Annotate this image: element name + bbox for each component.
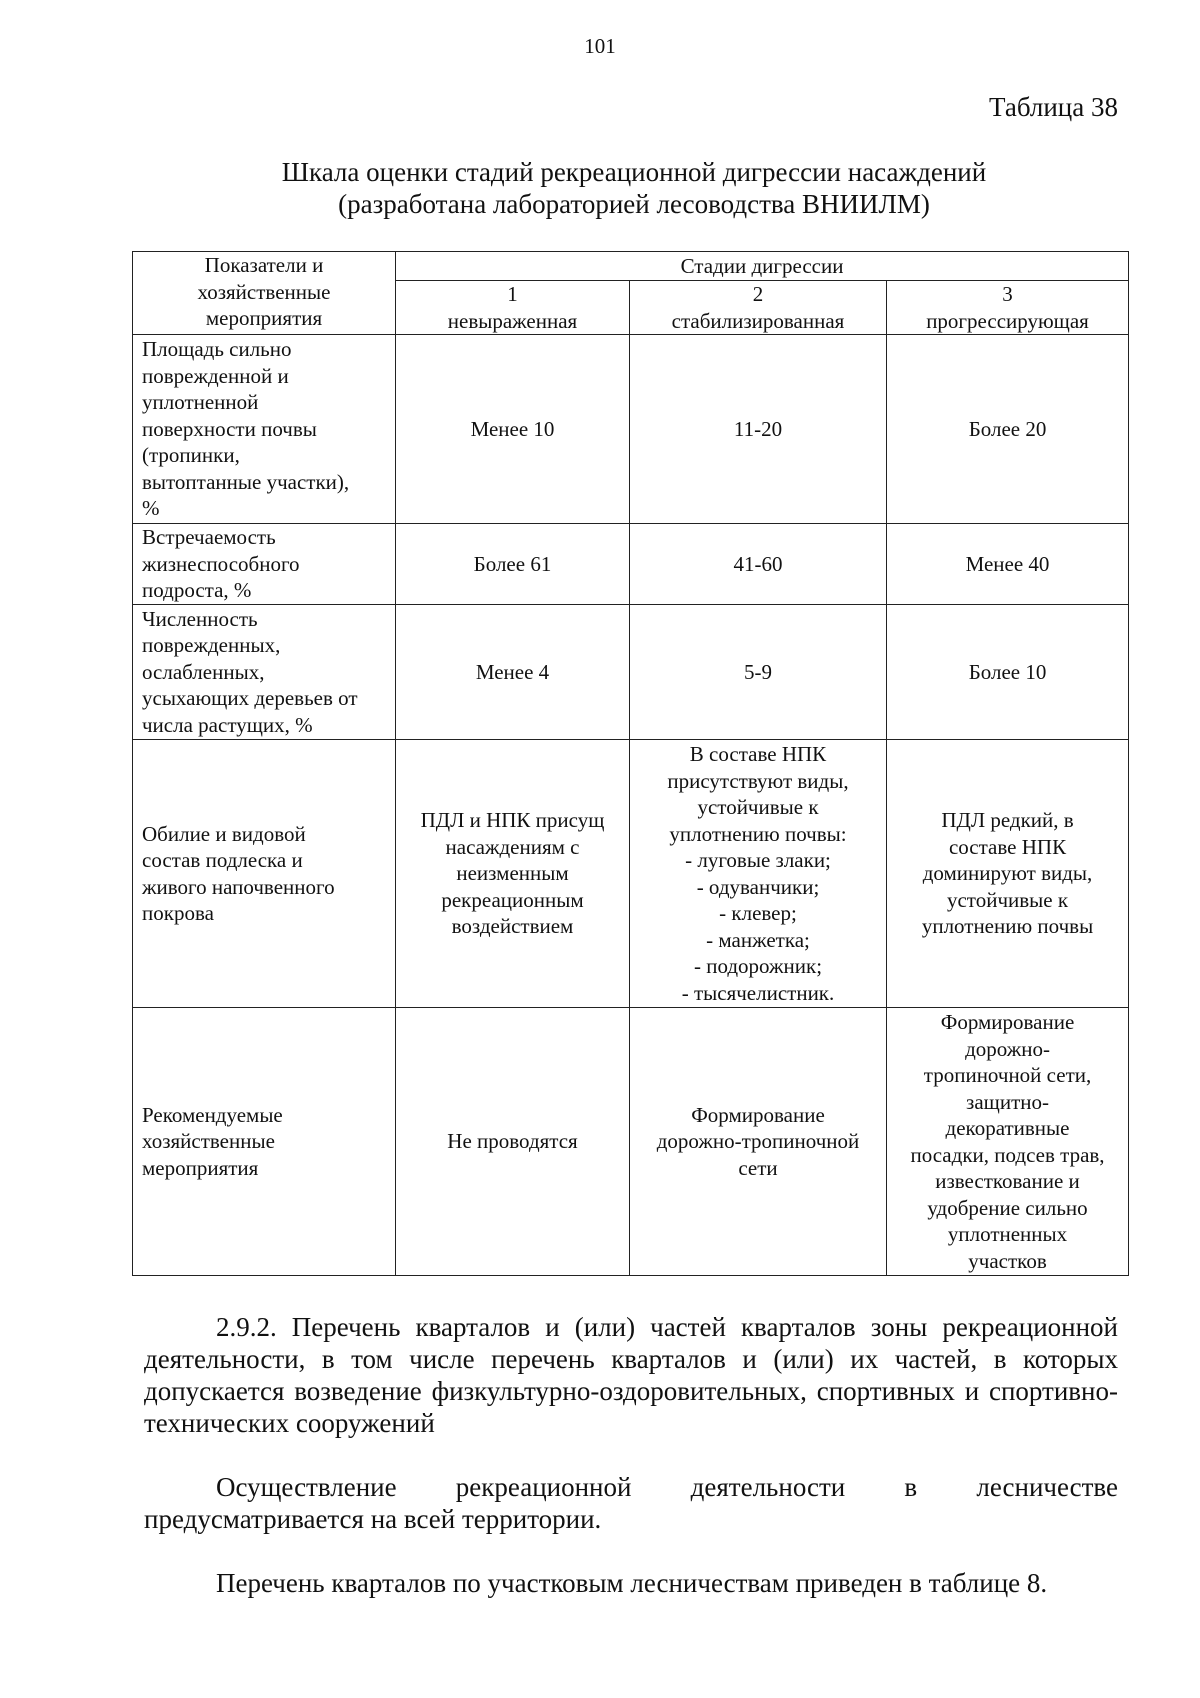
- row-value-stage-1: Не проводятся: [396, 1008, 630, 1276]
- table-row: [133, 740, 1129, 1008]
- row-value-stage-1: Менее 4: [396, 605, 630, 740]
- row-indicator: Обилие и видовой состав подлеска и живого напочвенного покрова: [133, 740, 396, 1008]
- row-indicator: Площадь сильно поврежденной и уплотненной поверхности почвы (тропинки, вытоптанные участки), %: [133, 335, 396, 524]
- body-paragraph: Осуществление рекреационной деятельности в лесничестве предусматривается на всей территории.: [144, 1472, 1118, 1534]
- table-label: Таблица 38: [989, 92, 1118, 122]
- section-heading-2-9-2: 2.9.2. Перечень кварталов и (или) частей кварталов зоны рекреационной деятельности, в том числе перечень кварталов и (или) их частей, в которых допускается возведение физкультурно-оздоровительных, спортивных и спортивно-технических сооружений: [144, 1312, 1118, 1438]
- digression-scale-table: [132, 251, 1128, 1276]
- row-indicator: Встречаемость жизнеспособного подроста, %: [133, 524, 396, 605]
- stage-header-2: 2 стабилизированная: [630, 281, 887, 335]
- page-number: 101: [584, 34, 616, 58]
- stage-header-1: 1 невыраженная: [396, 281, 630, 335]
- table-row: [133, 1008, 1129, 1276]
- table-title-line: Шкала оценки стадий рекреационной дигрессии насаждений: [281, 157, 987, 187]
- stage-header-3: 3 прогрессирующая: [887, 281, 1129, 335]
- row-value-stage-1: Менее 10: [396, 335, 630, 524]
- row-value-stage-2: В составе НПК присутствуют виды, устойчивые к уплотнению почвы: - луговые злаки; - одуванчики; - клевер; - манжетка; - подорожник; - тысячелистник.: [630, 740, 887, 1008]
- row-value-stage-2: 41-60: [630, 524, 887, 605]
- row-value-stage-3: Более 10: [887, 605, 1129, 740]
- table-row: [133, 524, 1129, 605]
- table-title: [0, 156, 1200, 220]
- row-value-stage-1: ПДЛ и НПК присущ насаждениям с неизменным рекреационным воздействием: [396, 740, 630, 1008]
- row-value-stage-3: ПДЛ редкий, в составе НПК доминируют виды, устойчивые к уплотнению почвы: [887, 740, 1129, 1008]
- header-stages-cell: Стадии дигрессии: [396, 252, 1129, 281]
- row-value-stage-2: 5-9: [630, 605, 887, 740]
- row-value-stage-2: 11-20: [630, 335, 887, 524]
- row-value-stage-3: Менее 40: [887, 524, 1129, 605]
- table-title-line: (разработана лабораторией лесоводства ВНИИЛМ): [338, 189, 930, 219]
- table-row: [133, 605, 1129, 740]
- table-row: [133, 335, 1129, 524]
- row-indicator: Рекомендуемые хозяйственные мероприятия: [133, 1008, 396, 1276]
- body-paragraph: Перечень кварталов по участковым лесничествам приведен в таблице 8.: [216, 1568, 1048, 1598]
- row-indicator: Численность поврежденных, ослабленных, усыхающих деревьев от числа растущих, %: [133, 605, 396, 740]
- row-value-stage-3: Более 20: [887, 335, 1129, 524]
- row-value-stage-1: Более 61: [396, 524, 630, 605]
- row-value-stage-3: Формирование дорожно- тропиночной сети, защитно- декоративные посадки, подсев трав, известкование и удобрение сильно уплотненных участков: [887, 1008, 1129, 1276]
- row-value-stage-2: Формирование дорожно-тропиночной сети: [630, 1008, 887, 1276]
- header-indicator-cell: Показатели и хозяйственные мероприятия: [133, 252, 396, 335]
